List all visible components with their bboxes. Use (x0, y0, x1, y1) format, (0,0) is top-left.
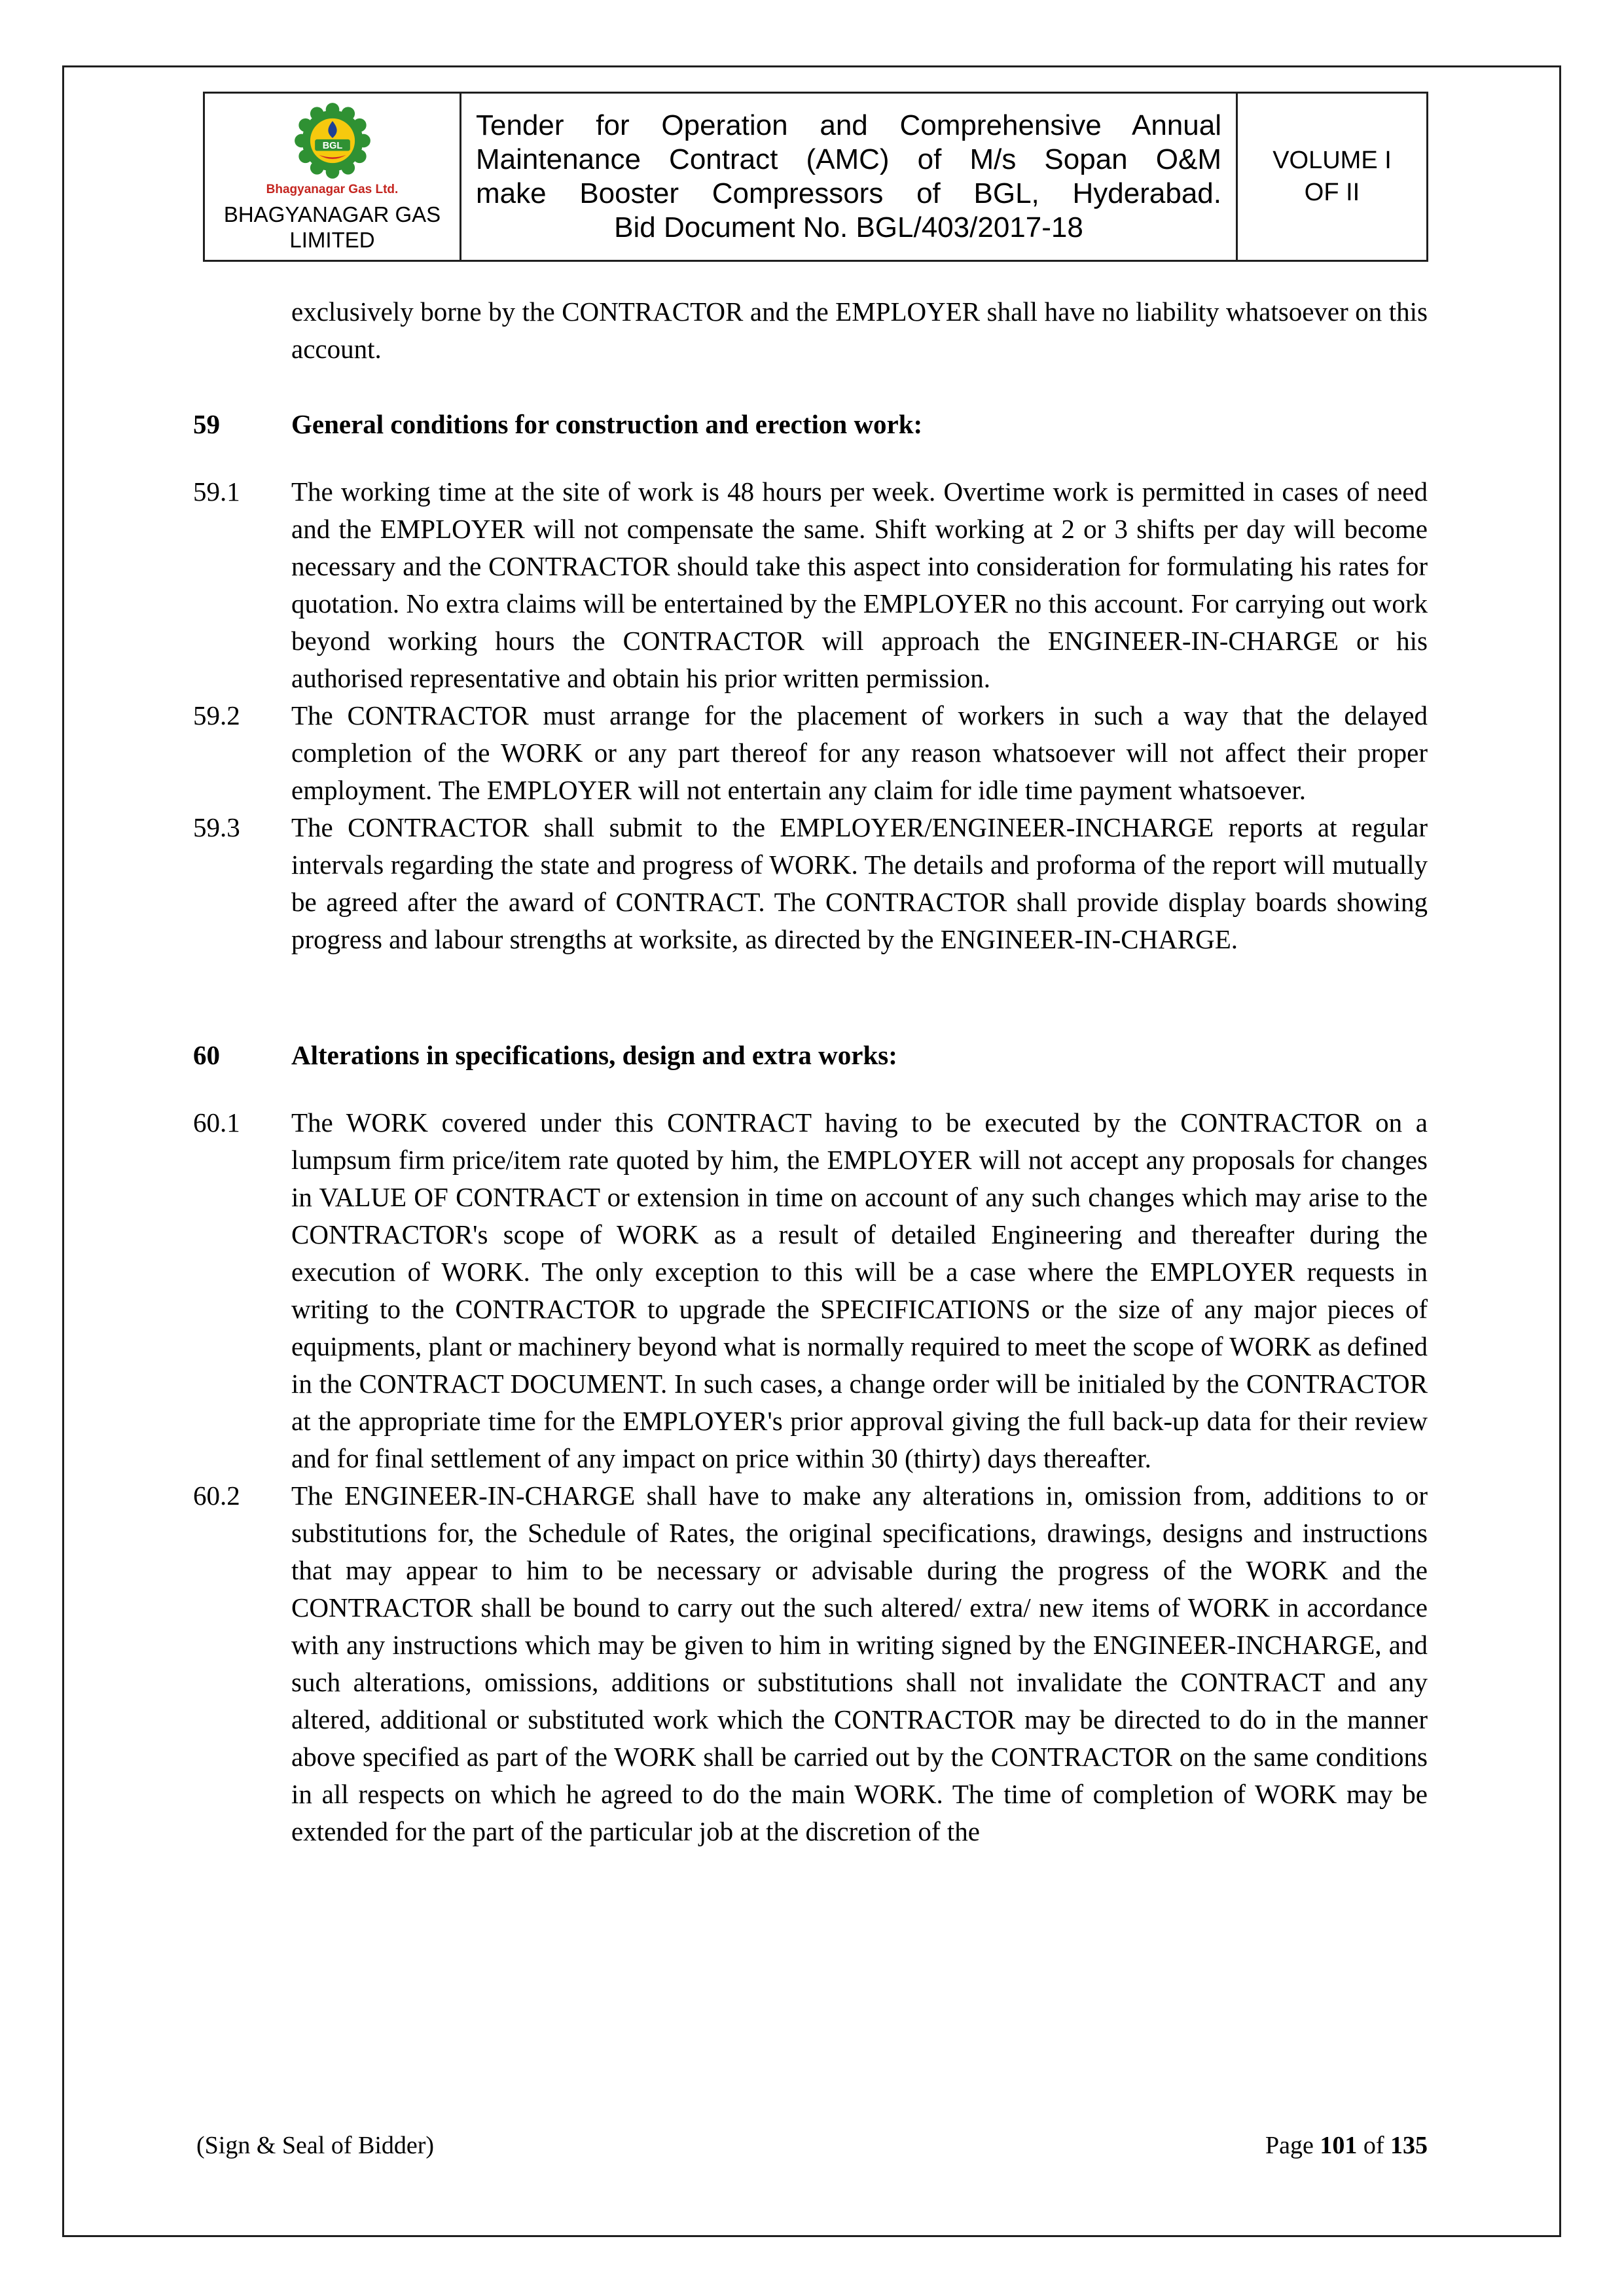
page-number-indicator (1265, 2131, 1428, 2161)
clause-text: The WORK covered under this CONTRACT having to be executed by the CONTRACTOR on a lumpsum firm price/item rate quoted by him, the EMPLOYER will not accept any proposals for changes in VALUE OF CONTRACT or extension in time on account of any such changes which may arise to the CONTRACTOR's scope of WORK as a result of detailed Engineering and thereafter during the execution of WORK. The only exception to this will be a case where the EMPLOYER requests in writing to the CONTRACTOR to upgrade the SPECIFICATIONS or the size of any major pieces of equipments, plant or machinery beyond what is normally required to meet the scope of WORK as defined in the CONTRACT DOCUMENT. In such cases, a change order will be initialed by the CONTRACTOR at the appropriate time for the EMPLOYER's prior approval giving the full back-up data for their review and for final settlement of any impact on price within 30 (thirty) days thereafter. (291, 1107, 1428, 1473)
clause-text: The CONTRACTOR shall submit to the EMPLOYER/ENGINEER-INCHARGE reports at regular intervals regarding the state and progress of WORK. The details and proforma of the report will mutually be agreed after the award of CONTRACT. The CONTRACTOR shall provide display boards showing progress and labour strengths at worksite, as directed by the ENGINEER-IN-CHARGE. (291, 812, 1428, 954)
clause-59-1-row (193, 473, 1428, 697)
clause-number: 59.1 (193, 476, 240, 507)
bid-document-number: Bid Document No. BGL/403/2017-18 (614, 211, 1083, 243)
section-number: 60 (193, 1040, 220, 1070)
volume-line-1: VOLUME I (1272, 146, 1392, 174)
of-word: of (1363, 2132, 1384, 2159)
logo-subtext: Bhagyanagar Gas Ltd. (266, 183, 399, 196)
volume-line-2: OF II (1304, 178, 1360, 206)
clause-text: The working time at the site of work is 48 hours per week. Overtime work is permitted in cases of need and the EMPLOYER will not compensate the same. Shift working at 2 or 3 shifts per day will become necessary and the CONTRACTOR should take this aspect into consideration for formulating his rates for quotation. No extra claims will be entertained by the EMPLOYER no this account. For carrying out work beyond working hours the CONTRACTOR will approach the ENGINEER-IN-CHARGE or his authorised representative and obtain his prior written permission. (291, 476, 1428, 693)
bgl-logo-icon (292, 100, 373, 181)
title-cell (461, 94, 1238, 260)
total-pages: 135 (1390, 2132, 1428, 2159)
clause-59-3-row (193, 809, 1428, 958)
clause-text: The ENGINEER-IN-CHARGE shall have to make any alterations in, omission from, additions to or substitutions for, the Schedule of Rates, the original specifications, drawings, designs and instructions that may appear to him to be necessary or advisable during the progress of the WORK and the CONTRACTOR shall be bound to carry out the such altered/ extra/ new items of WORK in accordance with any instructions which may be given to him in writing signed by the ENGINEER-INCHARGE, and such alterations, omissions, additions or substitutions shall not invalidate the CONTRACT and any altered, additional or substituted work which the CONTRACTOR may be directed to do in the manner above specified as part of the WORK shall be carried out by the CONTRACTOR on the same conditions in all respects on which he agreed to do the main WORK. The time of completion of WORK may be extended for the part of the particular job at the discretion of the (291, 1480, 1428, 1846)
section-heading: Alterations in specifications, design and extra works: (291, 1040, 897, 1070)
logo-brand-text: BGL (322, 140, 342, 151)
section-59-heading-row (193, 406, 1428, 443)
logo-cell (205, 94, 461, 260)
clause-59-2-row (193, 697, 1428, 809)
clause-number: 60.1 (193, 1107, 240, 1138)
intro-paragraph: exclusively borne by the CONTRACTOR and the EMPLOYER shall have no liability whatsoever on this account. (291, 296, 1428, 364)
page-word: Page (1265, 2132, 1314, 2159)
volume-cell (1238, 94, 1426, 260)
section-60-heading-row (193, 1037, 1428, 1074)
company-name: BHAGYANAGAR GAS LIMITED (223, 202, 441, 252)
document-header (203, 92, 1428, 262)
sign-seal-note: (Sign & Seal of Bidder) (196, 2132, 435, 2159)
tender-title-line-1: Tender for Operation and Comprehensive Annual (476, 109, 1221, 141)
clause-number: 59.2 (193, 700, 240, 730)
page-footer (196, 2131, 1428, 2161)
clause-number: 60.2 (193, 1480, 240, 1511)
clause-number: 59.3 (193, 812, 240, 842)
document-body (193, 293, 1428, 1850)
tender-title-line-2: Maintenance Contract (AMC) of M/s Sopan O&M (476, 143, 1221, 175)
section-number: 59 (193, 409, 220, 439)
section-heading: General conditions for construction and erection work: (291, 409, 923, 439)
clause-text: The CONTRACTOR must arrange for the placement of workers in such a way that the delayed completion of the WORK or any part thereof for any reason whatsoever will not affect their proper employment. The EMPLOYER will not entertain any claim for idle time payment whatsoever. (291, 700, 1428, 805)
current-page: 101 (1320, 2132, 1358, 2159)
clause-60-1-row (193, 1104, 1428, 1477)
clause-60-2-row (193, 1477, 1428, 1850)
tender-title-line-3: make Booster Compressors of BGL, Hyderabad. (476, 177, 1221, 209)
